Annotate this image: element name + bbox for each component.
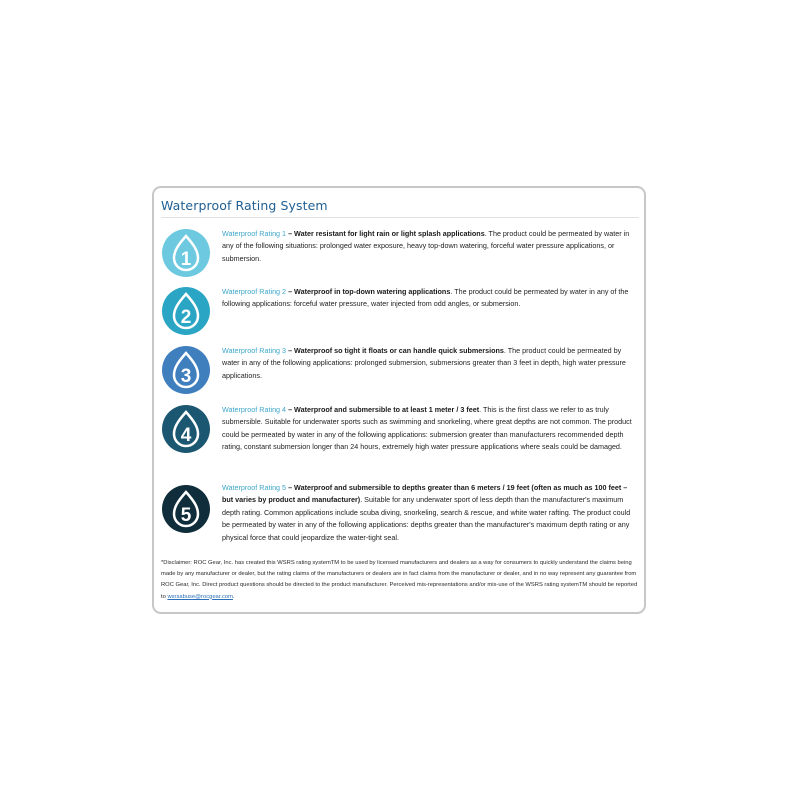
- rating-1-label: Waterproof Rating 1: [222, 229, 287, 238]
- rating-card: [152, 186, 646, 614]
- rating-4-body: . This is the first class we refer to as truly submersible. Suitable for underwater sports such as swimming and snorkeling, where great depths are not common. The product could be permeated by water in any of the following applications: submersion greater than manufacturers recommended depth rating, constant submersion longer than 24 hours, extremely high water pressure applications where seals could be damaged.: [222, 405, 632, 452]
- rating-1-drop-icon: [161, 228, 211, 278]
- page-title: Waterproof Rating System: [161, 198, 328, 213]
- rating-1-lead: – Water resistant for light rain or light splash applications: [288, 229, 485, 238]
- rating-3-lead: – Waterproof so tight it floats or can handle quick submersions: [288, 346, 504, 355]
- rating-3-body: . The product could be permeated by water in any of the following applications: prolonged submersion, submersions greater than 3 feet in depth, high water pressure applications.: [222, 346, 626, 380]
- rating-5-drop-icon: [161, 484, 211, 534]
- abuse-email-link[interactable]: wsrsabuse@rocgear.com: [167, 593, 233, 600]
- rating-5-icon-number: 5: [180, 505, 192, 526]
- rating-2-drop-icon: [161, 286, 211, 336]
- disclaimer-suffix: .: [232, 593, 235, 600]
- rating-1-body: . The product could be permeated by water in any of the following situations: prolonged water exposure, heavy top-down watering, forceful water pressure applications, or submersion.: [222, 229, 630, 263]
- rating-4-icon-number: 4: [180, 425, 192, 446]
- rating-2-body: . The product could be permeated by water in any of the following applications: forceful water pressure, water injected from odd angles, or submersion.: [222, 287, 629, 309]
- rating-5-lead: – Waterproof and submersible to depths greater than 6 meters / 19 feet (often as much as 100 feet – but varies by product and manufacturer): [222, 483, 628, 505]
- rating-4-drop-icon: [161, 404, 211, 454]
- title-divider: [161, 217, 639, 218]
- rating-5-description: [222, 482, 640, 544]
- disclaimer: [161, 558, 641, 603]
- rating-3-drop-icon: [161, 345, 211, 395]
- rating-4-description: [222, 404, 640, 454]
- rating-3-label: Waterproof Rating 3: [222, 346, 287, 355]
- rating-2-icon-number: 2: [180, 307, 192, 328]
- disclaimer-text: *Disclaimer: ROC Gear, Inc. has created this WSRS rating systemTM to be used by licensed manufacturers and dealers as a way for consumers to quickly understand the claims being made by any manufacturer or dealer, but the rating claims of the manufacturers or dealers are in fact claims from the manufacturer or dealer, and in no way represent any guarantee from ROC Gear, Inc. Direct product questions should be directed to the product manufacturer. Perceived mis-representations and/or mis-use of the WSRS rating systemTM should be reported to: [161, 560, 638, 600]
- rating-2-label: Waterproof Rating 2: [222, 287, 287, 296]
- rating-4-lead: – Waterproof and submersible to at least 1 meter / 3 feet: [288, 405, 480, 414]
- rating-1-description: [222, 228, 640, 265]
- rating-1-icon-number: 1: [180, 249, 192, 270]
- rating-4-label: Waterproof Rating 4: [222, 405, 287, 414]
- rating-5-label: Waterproof Rating 5: [222, 483, 287, 492]
- rating-2-description: [222, 286, 640, 311]
- rating-5-body: . Suitable for any underwater sport of less depth than the manufacturer's maximum depth rating. Common applications include scuba diving, snorkeling, search & rescue, and white water rafting. The product could be permeated by water in any of the following applications: depths greater than the manufacturer's maximum depth rating or any physical force that could jeopardize the water-tight seal.: [222, 495, 631, 542]
- rating-2-lead: – Waterproof in top-down watering applications: [288, 287, 451, 296]
- rating-3-icon-number: 3: [180, 366, 192, 387]
- rating-3-description: [222, 345, 640, 382]
